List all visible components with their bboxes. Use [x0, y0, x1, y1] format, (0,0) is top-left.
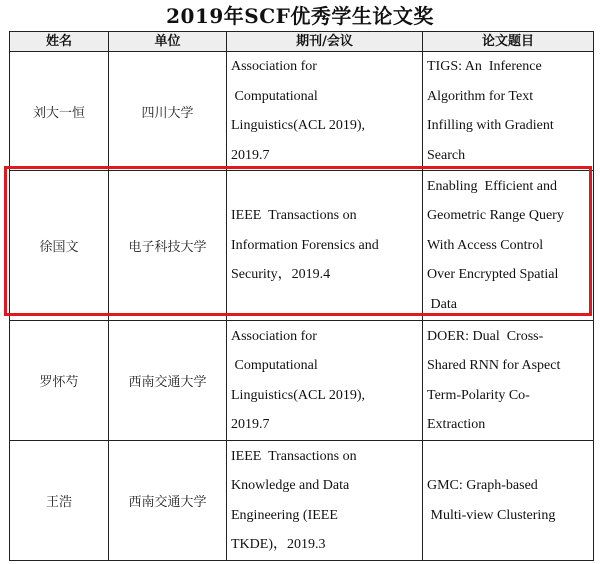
paper-line: Algorithm for Text: [427, 88, 534, 104]
table-row: [10, 321, 594, 441]
paper-line: DOER: Dual Cross-: [427, 328, 544, 344]
paper-line: Enabling Efficient and: [427, 178, 557, 194]
venue-line: Association for: [231, 328, 317, 344]
university: 西南交通大学: [109, 441, 227, 561]
venue-cell: [227, 321, 423, 441]
university: 电子科技大学: [109, 171, 227, 321]
venue-line: Engineering (IEEE: [231, 507, 338, 523]
header-name: 姓名: [10, 32, 109, 52]
paper-line: With Access Control: [427, 237, 544, 253]
venue-line: Knowledge and Data: [231, 478, 350, 493]
venue-line: IEEE Transactions on: [231, 448, 357, 464]
header-paper: 论文题目: [423, 32, 594, 52]
paper-line: GMC: Graph-based: [427, 478, 538, 493]
paper-cell: [423, 321, 594, 441]
paper-line: Geometric Range Query: [427, 208, 564, 224]
paper-line: Search: [427, 147, 466, 163]
header-unit: 单位: [109, 32, 227, 52]
venue-line: 2019.7: [231, 417, 270, 432]
paper-line: Multi-view Clustering: [427, 507, 556, 523]
award-table: [9, 31, 594, 561]
venue-cell: [227, 52, 423, 171]
student-name: 王浩: [10, 441, 109, 561]
paper-cell: [423, 52, 594, 171]
venue-cell: [227, 171, 423, 321]
paper-cell: [423, 441, 594, 561]
venue-line: 2019.7: [231, 147, 270, 163]
paper-line: Over Encrypted Spatial: [427, 267, 559, 283]
header-venue: 期刊/会议: [227, 32, 423, 52]
venue-line: Linguistics(ACL 2019),: [231, 118, 366, 133]
table-row: [10, 171, 594, 321]
venue-line: Information Forensics and: [231, 237, 379, 253]
venue-cell: [227, 441, 423, 561]
paper-line: Data: [427, 296, 457, 312]
table-row: [10, 441, 594, 561]
paper-line: Infilling with Gradient: [427, 118, 554, 133]
paper-line: TIGS: An Inference: [427, 59, 542, 74]
table-row: [10, 52, 594, 171]
page-title: 2019年SCF优秀学生论文奖: [166, 4, 434, 28]
paper-line: Shared RNN for Aspect: [427, 358, 561, 373]
header-row: [10, 32, 594, 52]
student-name: 罗怀芍: [10, 321, 109, 441]
student-name: 徐国文: [10, 171, 109, 321]
venue-line: IEEE Transactions on: [231, 208, 357, 224]
university: 四川大学: [109, 52, 227, 171]
venue-line: Linguistics(ACL 2019),: [231, 387, 366, 403]
student-name: 刘大一恒: [10, 52, 109, 171]
venue-line: Security，2019.4: [231, 267, 331, 283]
university: 西南交通大学: [109, 321, 227, 441]
paper-line: Extraction: [427, 417, 486, 432]
venue-line: Association for: [231, 59, 317, 74]
paper-cell: [423, 171, 594, 321]
paper-line: Term-Polarity Co-: [427, 387, 530, 403]
venue-line: TKDE)，2019.3: [231, 537, 326, 552]
venue-line: Computational: [231, 358, 318, 373]
venue-line: Computational: [231, 88, 318, 104]
